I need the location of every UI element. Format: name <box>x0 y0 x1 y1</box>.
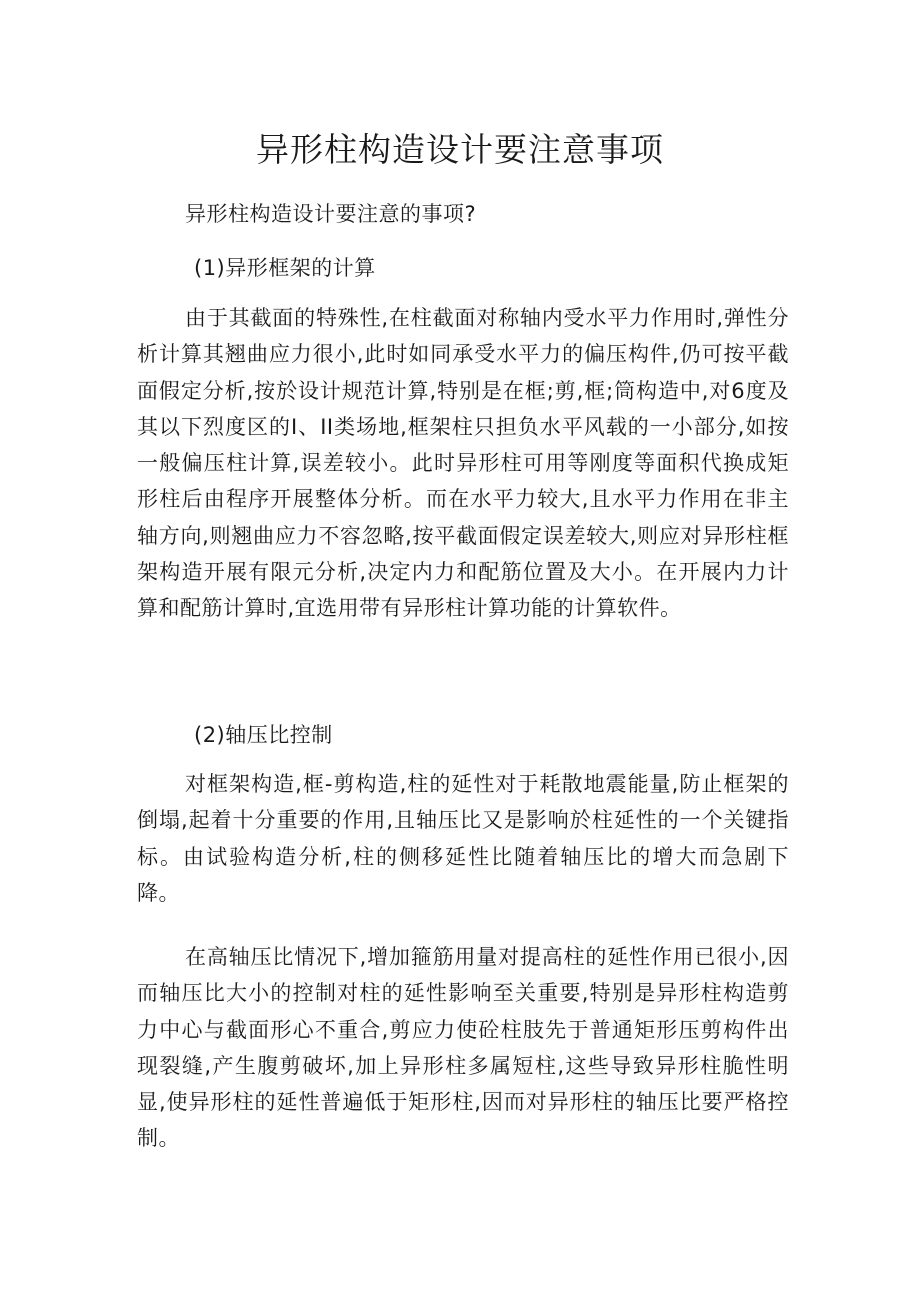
intro-paragraph: 异形柱构造设计要注意的事项? <box>185 202 477 226</box>
section-1-heading: (1)异形框架的计算 <box>194 256 376 280</box>
section-2-heading: (2)轴压比控制 <box>194 723 333 747</box>
document-title: 异形柱构造设计要注意事项 <box>256 130 664 169</box>
section-1-paragraph: 由于其截面的特殊性,在柱截面对称轴内受水平力作用时,弹性分析计算其翘曲应力很小,此时如同承受水平力的偏压构件,仍可按平截面假定分析,按於设计规范计算,特别是在框;剪,框;筒构造中,对6度及其以下烈度区的I、II类场地,框架柱只担负水平风载的一小部分,如按一般偏压柱计算,误差较小。此时异形柱可用等刚度等面积代换成矩形柱后由程序开展整体分析。而在水平力较大,且水平力作用在非主轴方向,则翘曲应力不容忽略,按平截面假定误差较大,则应对异形柱框架构造开展有限元分析,决定内力和配筋位置及大小。在开展内力计算和配筋计算时,宜选用带有异形柱计算功能的计算软件。 <box>137 306 789 621</box>
section-2-paragraph-1: 对框架构造,框-剪构造,柱的延性对于耗散地震能量,防止框架的倒塌,起着十分重要的作用,且轴压比又是影响於柱延性的一个关键指标。由试验构造分析,柱的侧移延性比随着轴压比的增大而急剧下降。 <box>137 772 789 905</box>
section-2-paragraph-2: 在高轴压比情况下,增加箍筋用量对提高柱的延性作用已很小,因而轴压比大小的控制对柱的延性影响至关重要,特别是异形柱构造剪力中心与截面形心不重合,剪应力使砼柱肢先于普通矩形压剪构件出现裂缝,产生腹剪破坏,加上异形柱多属短柱,这些导致异形柱脆性明显,使异形柱的延性普遍低于矩形柱,因而对异形柱的轴压比要严格控制。 <box>137 945 789 1151</box>
